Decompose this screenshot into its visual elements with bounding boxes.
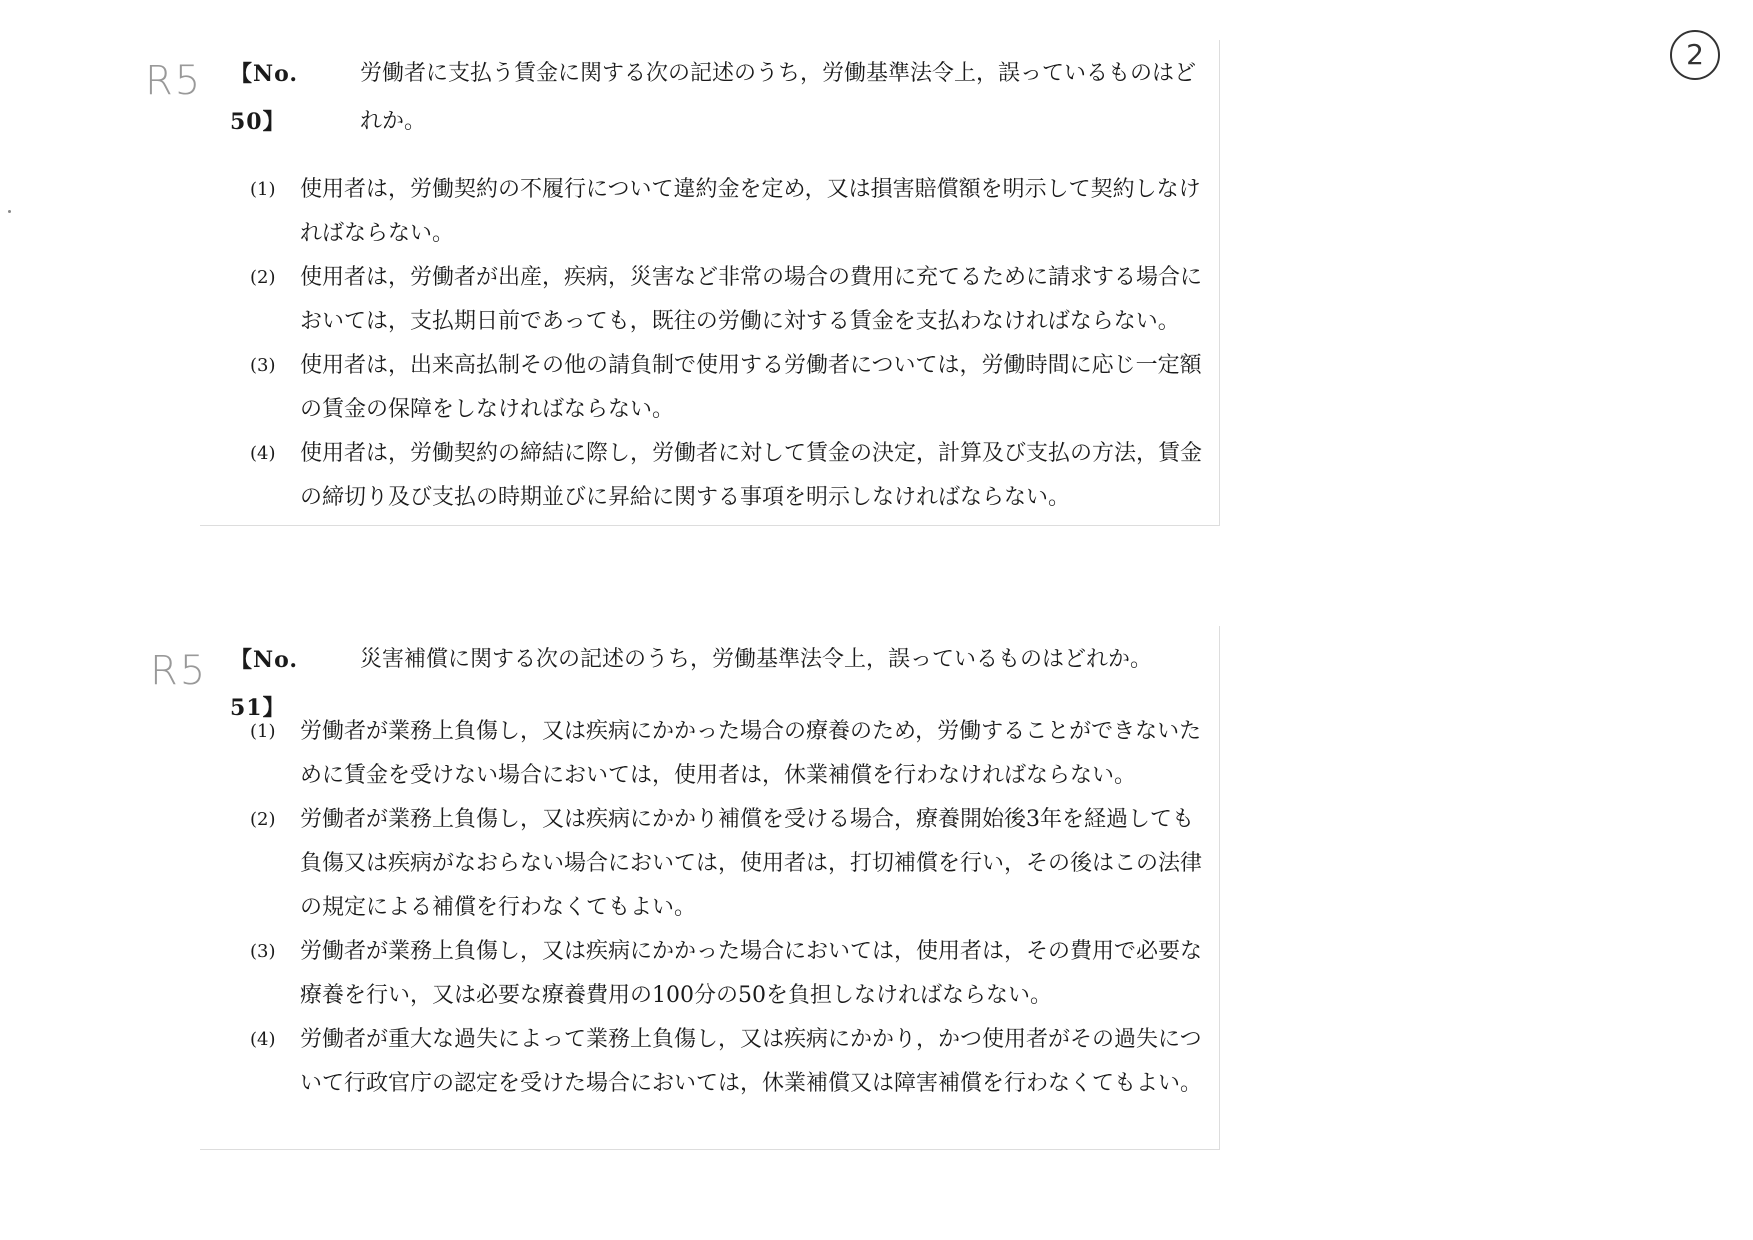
option-text: 使用者は，労働者が出産，疾病，災害など非常の場合の費用に充てるために請求する場合においては，支払期日前であっても，既往の労働に対する賃金を支払わなければならない。 [300,265,1203,334]
option-1 [250,168,1210,256]
option-1 [250,710,1210,798]
option-2 [250,256,1210,344]
option-label: (4) [250,1029,276,1050]
option-list [250,710,1210,1106]
option-3 [250,344,1210,432]
margin-note: R5 [150,648,208,694]
option-text: 使用者は，出来高払制その他の請負制で使用する労働者については，労働時間に応じ一定額の賃金の保障をしなければならない。 [300,353,1202,422]
question-50 [200,40,1220,526]
question-head [230,50,1210,146]
option-text: 使用者は，労働契約の締結に際し，労働者に対して賃金の決定，計算及び支払の方法，賃金の締切り及び支払の時期並びに昇給に関する事項を明示しなければならない。 [300,441,1203,510]
margin-note: R5 [145,58,203,104]
question-number: 【No. 51】 [230,647,322,721]
option-3 [250,930,1210,1018]
option-label: (3) [250,355,276,376]
question-51 [200,626,1220,1150]
option-label: (2) [250,267,276,288]
option-label: (1) [250,179,276,200]
option-label: (4) [250,443,276,464]
scan-speck [8,210,11,213]
question-number: 【No. 50】 [230,61,322,135]
option-text: 労働者が業務上負傷し，又は疾病にかかった場合の療養のため，労働することができないために賃金を受けない場合においては，使用者は，休業補償を行わなければならない。 [300,719,1202,788]
option-4 [250,1018,1210,1106]
page-number: 2 [1670,30,1720,80]
option-label: (3) [250,941,276,962]
option-list [250,168,1210,520]
option-2 [250,798,1210,930]
option-text: 労働者が重大な過失によって業務上負傷し，又は疾病にかかり，かつ使用者がその過失について行政官庁の認定を受けた場合においては，休業補償又は障害補償を行わなくてもよい。 [300,1027,1203,1096]
option-4 [250,432,1210,520]
question-stem: 災害補償に関する次の記述のうち，労働基準法令上，誤っているものはどれか。 [360,647,1153,672]
option-label: (1) [250,721,276,742]
option-text: 労働者が業務上負傷し，又は疾病にかかった場合においては，使用者は，その費用で必要な療養を行い，又は必要な療養費用の100分の50を負担しなければならない。 [300,939,1203,1008]
question-stem: 労働者に支払う賃金に関する次の記述のうち，労働基準法令上，誤っているものはどれか。 [360,61,1197,134]
option-label: (2) [250,809,276,830]
option-text: 労働者が業務上負傷し，又は疾病にかかり補償を受ける場合，療養開始後3年を経過しても負傷又は疾病がなおらない場合においては，使用者は，打切補償を行い，その後はこの法律の規定による補償を行わなくてもよい。 [300,807,1203,920]
option-text: 使用者は，労働契約の不履行について違約金を定め，又は損害賠償額を明示して契約しなければならない。 [300,177,1201,246]
